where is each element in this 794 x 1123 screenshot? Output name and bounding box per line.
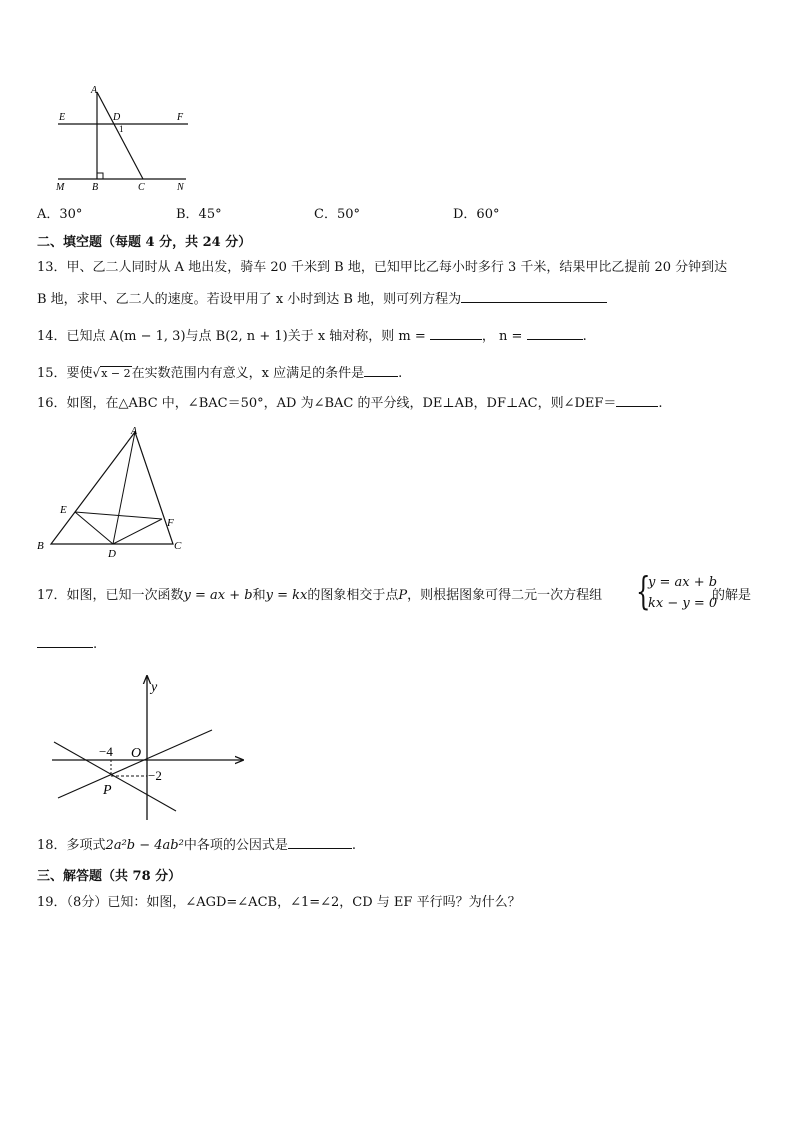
sqrt-symbol: √ — [92, 366, 101, 380]
option-c: C．50° — [314, 207, 360, 222]
label-m: M — [56, 182, 65, 193]
label-f: F — [177, 112, 184, 123]
q16 — [37, 394, 663, 413]
segment-ad — [113, 432, 135, 544]
q13-text: B 地，求甲、乙二人的速度。若设甲用了 x 小时到达 B 地，则可列方程为 — [37, 292, 462, 307]
q14-end: . — [582, 329, 587, 344]
label-b: B — [37, 540, 44, 552]
q14-mid: 与点 B — [185, 329, 226, 344]
q18-expression: 2a²b − 4ab² — [105, 838, 184, 853]
q13-answer-blank[interactable] — [461, 290, 607, 303]
label-d: D — [108, 548, 116, 560]
q17-suffix: 的解是 — [712, 588, 752, 603]
q14-n-label: ， n = — [481, 329, 527, 344]
label-a: A — [131, 426, 138, 437]
label-c: C — [138, 182, 145, 193]
system-brace: { — [636, 569, 651, 613]
q14-suffix: 关于 x 轴对称，则 m = — [287, 329, 430, 344]
q18-end: . — [351, 838, 356, 853]
q15-radicand: x − 2 — [101, 367, 131, 380]
q17-answer-line — [37, 635, 97, 654]
q17-answer-blank[interactable] — [37, 635, 93, 648]
label-e: E — [60, 504, 67, 516]
label-a: A — [91, 85, 98, 96]
label-n: N — [177, 182, 184, 193]
q13-line-1: 13．甲、乙二人同时从 A 地出发，骑车 20 千米到 B 地，已知甲比乙每小时多行 3 千米，结果甲比乙提前 20 分钟到达 — [37, 260, 728, 275]
q17-and: 和 — [252, 588, 266, 603]
triangle-figure — [33, 422, 193, 562]
q17-point-p: P — [398, 588, 408, 603]
label-b: B — [92, 182, 99, 193]
section-2-title: 二、填空题（每题 4 分，共 24 分） — [37, 235, 252, 250]
q15-answer-blank[interactable] — [364, 364, 398, 377]
q15 — [37, 364, 402, 383]
q17-mid-2: ，则根据图象可得二元一次方程组 — [407, 588, 603, 603]
q17-mid: 的图象相交于点 — [307, 588, 399, 603]
q17-prefix: 17．如图，已知一次函数 — [37, 588, 184, 603]
system-equation-1: y = ax + b — [648, 575, 718, 590]
q14-point-a: (m − 1, 3) — [119, 329, 186, 344]
q14-prefix: 14．已知点 A — [37, 329, 120, 344]
right-angle-mark — [97, 173, 103, 179]
q17-function-2: y = kx — [265, 588, 308, 603]
coordinate-graph — [50, 670, 250, 830]
q15-end: . — [398, 366, 403, 381]
system-equation-2: kx − y = 0 — [648, 596, 718, 611]
label-e: E — [59, 112, 66, 123]
label-y: y — [151, 680, 158, 695]
label-c: C — [174, 540, 182, 552]
q17 — [37, 587, 602, 605]
q16-text: 16．如图，在△ABC 中，∠BAC＝50°，AD 为∠BAC 的平分线，DE⊥AB，DF⊥AC，则∠DEF＝ — [37, 396, 617, 411]
label-origin: O — [131, 746, 142, 761]
q14-m-blank[interactable] — [430, 327, 482, 340]
q14-point-b: (2, n + 1) — [225, 329, 288, 344]
q18-answer-blank[interactable] — [288, 836, 352, 849]
q15-prefix: 15．要使 — [37, 366, 93, 381]
label-angle-1: 1 — [119, 124, 124, 134]
q19: 19．（8分）已知：如图，∠AGD=∠ACB，∠1=∠2，CD 与 EF 平行吗？为什么？ — [37, 895, 521, 910]
q14-n-blank[interactable] — [527, 327, 583, 340]
label-p: P — [103, 783, 112, 798]
label-f: F — [167, 517, 174, 529]
label-minus-2: −2 — [148, 768, 162, 783]
q18-suffix: 中各项的公因式是 — [183, 838, 288, 853]
option-b: B．45° — [176, 207, 222, 222]
q14 — [37, 327, 587, 346]
segment-ac — [97, 92, 143, 179]
label-minus-4: −4 — [99, 744, 113, 759]
label-d: D — [113, 112, 121, 123]
option-a: A．30° — [37, 207, 83, 222]
equation-system — [636, 569, 718, 616]
triangle-abc — [51, 432, 173, 544]
q17-end: . — [93, 637, 98, 652]
q16-answer-blank[interactable] — [616, 394, 658, 407]
segment-df — [113, 519, 162, 544]
q17-function-1: y = ax + b — [183, 588, 253, 603]
parallel-lines-figure — [50, 82, 200, 194]
q13-line-2 — [37, 290, 607, 309]
q18-prefix: 18．多项式 — [37, 838, 106, 853]
q18 — [37, 836, 356, 855]
segment-de — [75, 512, 113, 544]
option-d: D．60° — [453, 207, 500, 222]
q15-suffix: 在实数范围内有意义，x 应满足的条件是 — [131, 366, 365, 381]
q16-end: . — [658, 396, 663, 411]
section-3-title: 三、解答题（共 78 分） — [37, 869, 182, 884]
